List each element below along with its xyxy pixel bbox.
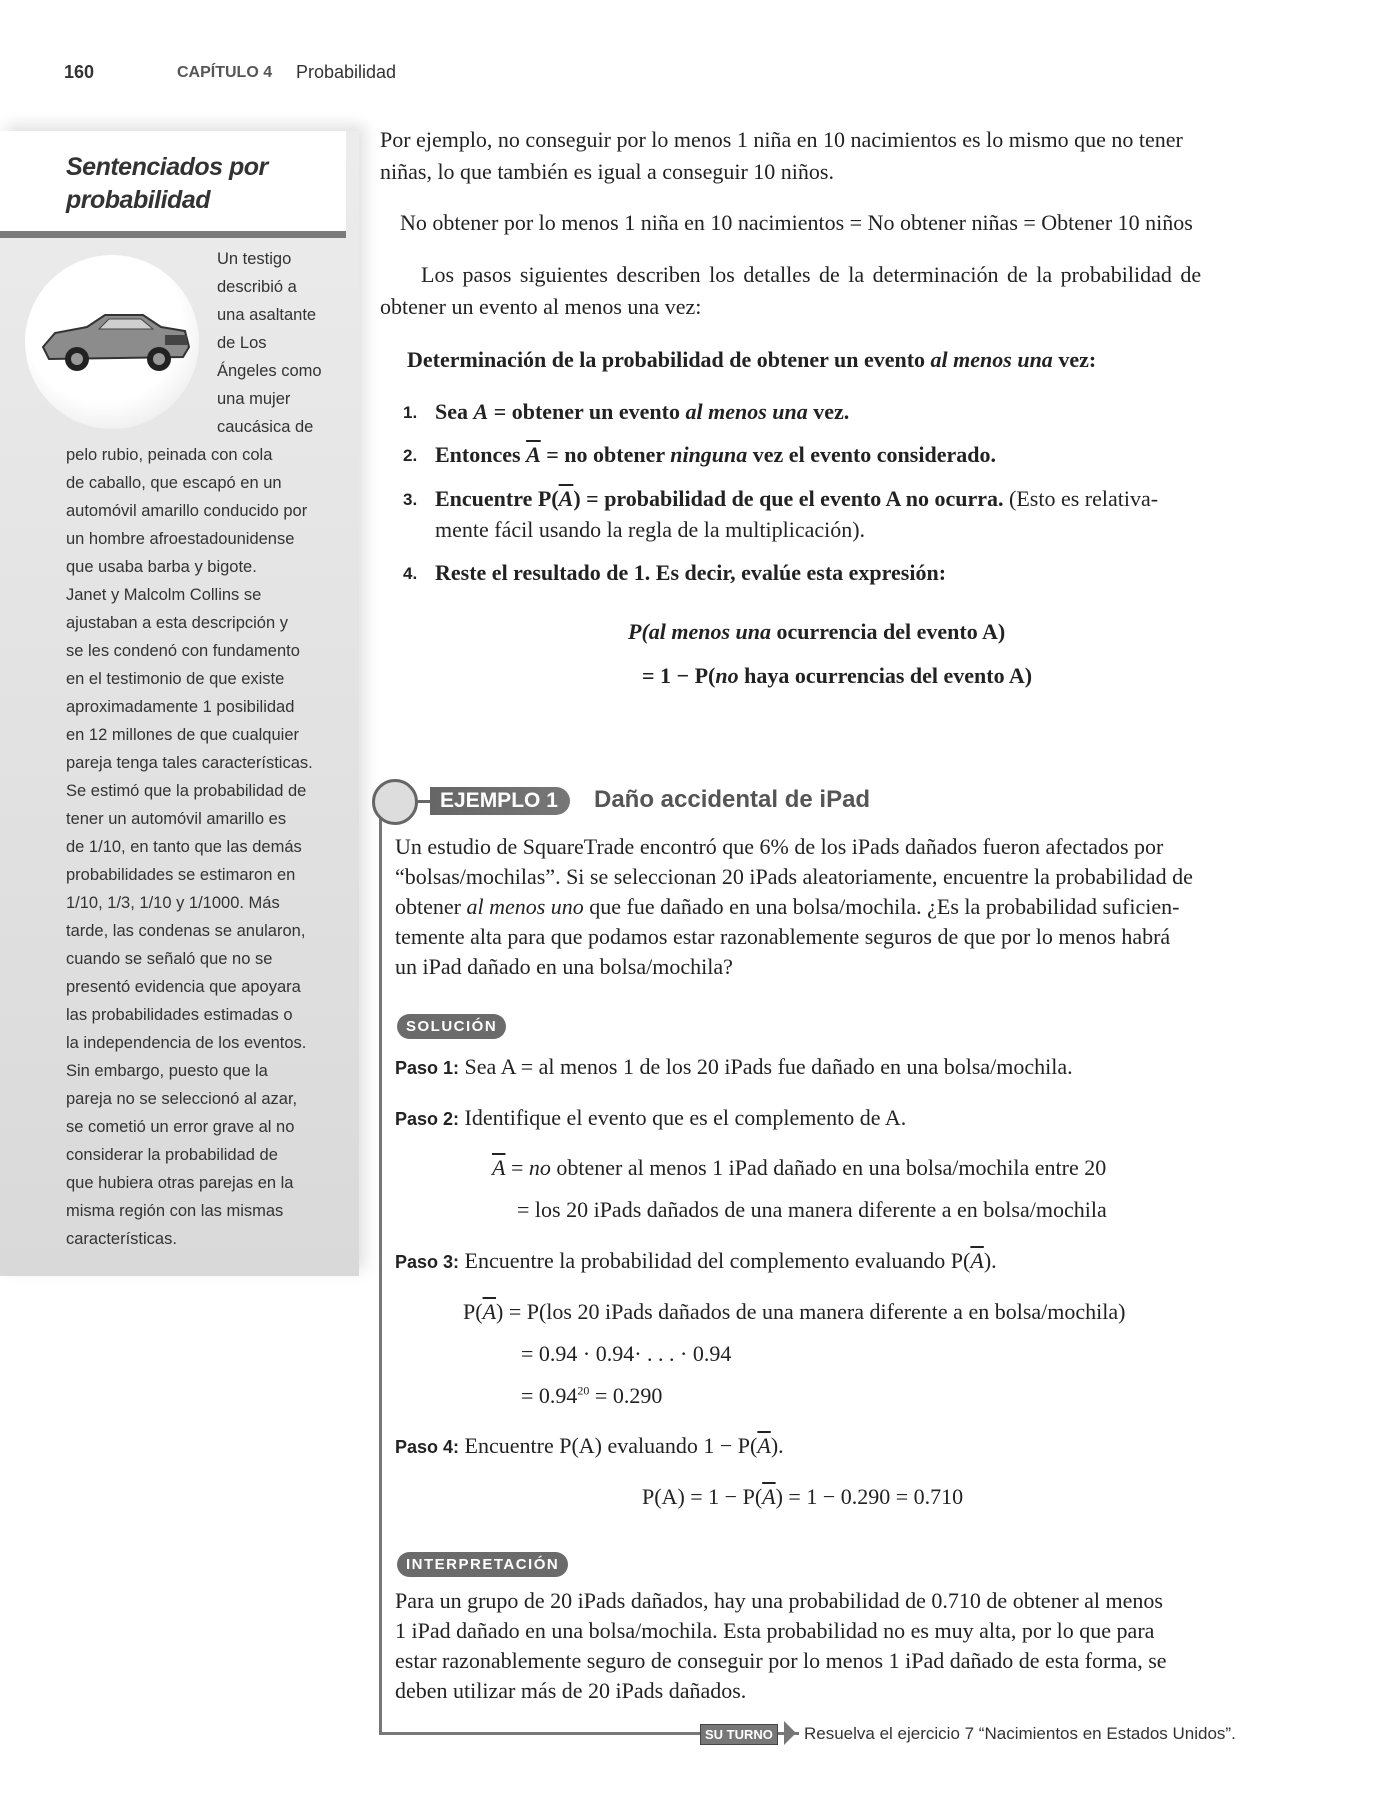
example-border-left — [379, 800, 382, 1734]
paso-4: Paso 4: Encuentre P(A) evaluando $1 - P(\overline{A})$. — [395, 1433, 784, 1458]
problem-line: obtener al menos uno que fue dañado en una bolsa/mochila. ¿Es la probabilidad suficien- — [395, 894, 1180, 919]
sidebar-text-line: probabilidades se estimaron en — [66, 866, 296, 884]
sidebar-text-line: Ángeles como — [217, 362, 322, 380]
paso-3: Paso 3: Encuentre la probabilidad del complemento evaluando $P(\overline{A})$. — [395, 1248, 997, 1273]
sidebar-text-line: de 1/10, en tanto que las demás — [66, 838, 302, 856]
calc-line-1: $P(\overline{A}) = P(los$ 20 iPads dañados de una manera diferente a en bolsa/mochila) — [463, 1299, 1126, 1324]
paragraph-line: Por ejemplo, no conseguir por lo menos 1 niña en 10 nacimientos es lo mismo que no tener — [380, 127, 1183, 152]
sidebar-text-line: Se estimó que la probabilidad de — [66, 782, 307, 800]
paso-1: Paso 1: Sea A = al menos 1 de los 20 iPads fue dañado en una bolsa/mochila. — [395, 1054, 1073, 1079]
interpretation-line: Para un grupo de 20 iPads dañados, hay una probabilidad de 0.710 de obtener al menos — [395, 1588, 1163, 1613]
arrow-right-icon — [784, 1721, 796, 1745]
sidebar-divider — [0, 231, 346, 238]
connector-line — [417, 800, 431, 803]
chapter-title: Probabilidad — [296, 62, 397, 82]
sidebar-text-line: pareja tenga tales características. — [66, 754, 313, 772]
page-number: 160 — [64, 62, 95, 82]
paragraph-line: niñas, lo que también es igual a conseguir 10 niños. — [380, 159, 834, 184]
calc-line-3: = $0.94^{20} = 0.290$ — [521, 1383, 663, 1408]
sidebar-title-line2: probabilidad — [66, 186, 210, 214]
sidebar-text-line: que usaba barba y bigote. — [66, 558, 257, 576]
interpretation-line: 1 iPad dañado en una bolsa/mochila. Esta probabilidad no es muy alta, por lo que para — [395, 1618, 1155, 1643]
complement-definition: $\overline{A}$ = no obtener al menos 1 iPad dañado en una bolsa/mochila entre 20 — [492, 1155, 1107, 1180]
sidebar-text-line: la independencia de los eventos. — [66, 1034, 307, 1052]
paso-2: Paso 2: Identifique el evento que es el complemento de A. — [395, 1105, 907, 1130]
example-circle-icon — [372, 779, 418, 825]
sidebar-text-line: pareja no se seleccionó al azar, — [66, 1090, 298, 1108]
sidebar-text-line: aproximadamente 1 posibilidad — [66, 698, 295, 716]
problem-line: temente alta para que podamos estar razonablemente seguros de que por lo menos habrá — [395, 924, 1171, 949]
sidebar-text-line: considerar la probabilidad de — [66, 1146, 278, 1164]
final-calc: $P(A) = 1 - P(\overline{A}) = 1 - 0.290 = 0.710$ — [642, 1484, 964, 1509]
sidebar-text-line: caucásica de — [217, 418, 314, 436]
sidebar-text-line: una mujer — [217, 390, 291, 408]
sidebar-text-line: las probabilidades estimadas o — [66, 1006, 293, 1024]
sidebar-text-line: automóvil amarillo conducido por — [66, 502, 308, 520]
example-title: Daño accidental de iPad — [594, 786, 871, 813]
sidebar-text-line: describió a — [217, 278, 297, 296]
step-number: 2. — [403, 446, 418, 465]
step-2: Entonces $\overline{A}$ = no obtener ninguna vez el evento considerado. — [435, 442, 996, 467]
chapter-label: CAPÍTULO 4 — [177, 64, 273, 81]
car-photo — [25, 255, 199, 429]
sidebar-text-line: ajustaban a esta descripción y — [66, 614, 288, 632]
problem-line: un iPad dañado en una bolsa/mochila? — [395, 954, 733, 979]
sidebar-text-line: misma región con las mismas — [66, 1202, 284, 1220]
sidebar-text-line: tarde, las condenas se anularon, — [66, 922, 306, 940]
sidebar-text-line: Un testigo — [217, 250, 292, 268]
sidebar-text-line: que hubiera otras parejas en la — [66, 1174, 294, 1192]
interpretation-badge: INTERPRETACIÓN — [397, 1552, 568, 1577]
sidebar-text-line: 1/10, 1/3, 1/10 y 1/1000. Más — [66, 894, 280, 912]
problem-line: Un estudio de SquareTrade encontró que 6% de los iPads dañados fueron afectados por — [395, 834, 1164, 859]
sidebar-text-line: se cometió un error grave al no — [66, 1118, 295, 1136]
sidebar-text-line: en el testimonio de que existe — [66, 670, 285, 688]
sidebar-text-line: pelo rubio, peinada con cola — [66, 446, 273, 464]
equation: No obtener por lo menos 1 niña en 10 nacimientos = No obtener niñas = Obtener 10 niños — [400, 210, 1193, 235]
step-1: Sea A = obtener un evento al menos una vez. — [435, 399, 850, 424]
sidebar-title-line1: Sentenciados por — [66, 153, 268, 181]
sidebar-text-line: se les condenó con fundamento — [66, 642, 300, 660]
calc-line-2: = 0.94 · 0.94· . . . · 0.94 — [521, 1341, 732, 1366]
sidebar-box — [0, 131, 359, 1276]
step-3: Encuentre $P(\overline{A})$ = probabilidad de que el evento A no ocurra. (Esto es relativa- — [435, 486, 1159, 511]
formula-line2: = 1 − P(no haya ocurrencias del evento A) — [642, 663, 1033, 688]
sidebar-text-line: un hombre afroestadounidense — [66, 530, 295, 548]
paragraph-line: obtener un evento al menos una vez: — [380, 294, 702, 319]
your-turn-text: Resuelva el ejercicio 7 “Nacimientos en Estados Unidos”. — [804, 1724, 1236, 1743]
your-turn-label: SU TURNO — [700, 1724, 778, 1745]
car-icon — [25, 255, 199, 429]
sidebar-text-line: de caballo, que escapó en un — [66, 474, 282, 492]
step-number: 3. — [403, 490, 418, 509]
formula-line1: P(al menos una ocurrencia del evento A) — [628, 619, 1006, 644]
sidebar-text-line: en 12 millones de que cualquier — [66, 726, 299, 744]
sidebar-text-line: tener un automóvil amarillo es — [66, 810, 287, 828]
sidebar-text-line: Sin embargo, puesto que la — [66, 1062, 268, 1080]
solution-badge: SOLUCIÓN — [397, 1014, 506, 1039]
example-label: EJEMPLO 1 — [430, 787, 570, 815]
complement-definition-2: = los 20 iPads dañados de una manera diferente a en bolsa/mochila — [517, 1197, 1107, 1222]
step-number: 1. — [403, 403, 418, 422]
sidebar-text-line: una asaltante — [217, 306, 317, 324]
sidebar-text-line: cuando se señaló que no se — [66, 950, 273, 968]
procedure-heading: Determinación de la probabilidad de obtener un evento al menos una vez: — [407, 347, 1097, 372]
sidebar-text-line: presentó evidencia que apoyara — [66, 978, 301, 996]
sidebar-text-line: Janet y Malcolm Collins se — [66, 586, 262, 604]
interpretation-line: estar razonablemente seguro de conseguir por lo menos 1 iPad dañado de esta forma, se — [395, 1648, 1167, 1673]
sidebar-text-line: características. — [66, 1230, 177, 1248]
problem-line: “bolsas/mochilas”. Si se seleccionan 20 iPads aleatoriamente, encuentre la probabilidad de — [395, 864, 1193, 889]
paragraph-line: Los pasos siguientes describen los detalles de la determinación de la probabilidad de — [421, 262, 1202, 287]
step-number: 4. — [403, 564, 418, 583]
step-3-continued: mente fácil usando la regla de la multiplicación). — [435, 517, 866, 542]
step-4: Reste el resultado de 1. Es decir, evalúe esta expresión: — [435, 560, 947, 585]
sidebar-text-line: de Los — [217, 334, 267, 352]
interpretation-line: deben utilizar más de 20 iPads dañados. — [395, 1678, 747, 1703]
